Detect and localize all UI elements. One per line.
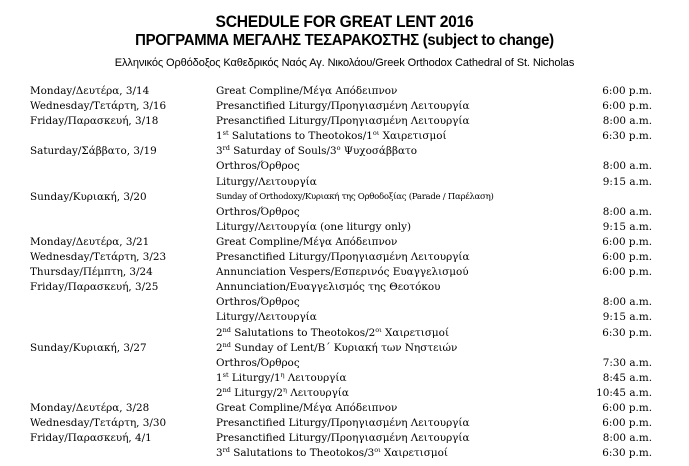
row-event: Liturgy/Λειτουργία xyxy=(216,175,317,188)
event-greek-ordinal-suffix: οι xyxy=(372,129,380,138)
row-event: Presanctified Liturgy/Προηγιασμένη Λειτουργία xyxy=(216,251,470,264)
event-ordinal: 1 xyxy=(216,130,223,143)
row-day: Wednesday/Τετάρτη, 3/30 xyxy=(30,417,167,430)
row-time: 6:30 p.m. xyxy=(602,447,652,460)
schedule-row xyxy=(0,235,689,250)
event-ordinal-suffix: nd xyxy=(222,385,231,394)
row-event xyxy=(216,386,349,401)
event-text: Liturgy/1 xyxy=(228,371,281,384)
schedule-row xyxy=(0,341,689,356)
row-day: Wednesday/Τετάρτη, 3/23 xyxy=(30,251,167,264)
schedule-row xyxy=(0,99,689,114)
schedule-row xyxy=(0,326,689,341)
document-title: SCHEDULE FOR GREAT LENT 2016 xyxy=(215,12,474,31)
event-ordinal-suffix: st xyxy=(222,370,229,379)
event-text: Liturgy/2 xyxy=(230,386,283,399)
schedule-row xyxy=(0,220,689,235)
row-event xyxy=(216,446,448,461)
schedule-row xyxy=(0,205,689,220)
schedule-row xyxy=(0,416,689,431)
event-text-end: Χαιρετισμοί xyxy=(381,326,450,339)
row-event: Annunciation Vespers/Εσπερινός Ευαγγελισμού xyxy=(216,266,469,279)
row-time: 9:15 a.m. xyxy=(602,220,652,233)
row-event: Orthros/Όρθρος xyxy=(216,160,300,173)
event-ordinal-suffix: nd xyxy=(222,340,231,349)
schedule-row xyxy=(0,280,689,295)
event-ordinal: 2 xyxy=(216,341,223,354)
row-event: Great Compline/Μέγα Απόδειπνον xyxy=(216,401,398,414)
row-time: 9:15 a.m. xyxy=(602,175,652,188)
event-greek-ordinal-suffix: οι xyxy=(374,446,381,455)
event-greek-ordinal-suffix: η xyxy=(280,370,285,379)
event-text: Salutations to Theotokos/2 xyxy=(230,326,376,339)
event-text: Saturday of Souls/3 xyxy=(229,145,337,158)
schedule-row xyxy=(0,431,689,446)
schedule-row xyxy=(0,386,689,401)
event-ordinal-suffix: nd xyxy=(222,325,231,334)
row-event: Presanctified Liturgy/Προηγιασμένη Λειτουργία xyxy=(216,432,470,445)
row-time: 9:15 a.m. xyxy=(602,311,652,324)
row-event: Presanctified Liturgy/Προηγιασμένη Λειτουργία xyxy=(216,115,470,128)
row-event: Liturgy/Λειτουργία xyxy=(216,311,317,324)
event-ordinal: 3 xyxy=(216,447,223,460)
row-event xyxy=(216,371,346,386)
schedule-row xyxy=(0,114,689,129)
row-time: 8:00 a.m. xyxy=(602,115,652,128)
row-day: Sunday/Κυριακή, 3/27 xyxy=(30,341,147,354)
row-time: 6:00 p.m. xyxy=(602,401,652,414)
row-time: 6:00 p.m. xyxy=(602,85,652,97)
event-greek-ordinal-suffix: η xyxy=(282,385,287,394)
event-ordinal-suffix: st xyxy=(222,129,229,138)
schedule-table xyxy=(0,84,689,461)
row-day: Monday/Δευτέρα, 3/28 xyxy=(30,401,150,414)
schedule-row xyxy=(0,356,689,371)
row-time: 6:00 p.m. xyxy=(602,251,652,264)
row-event: Orthros/Όρθρος xyxy=(216,205,300,218)
row-day: Saturday/Σάββατο, 3/19 xyxy=(30,145,157,158)
event-ordinal-suffix: rd xyxy=(222,446,230,455)
schedule-row xyxy=(0,84,689,99)
row-day: Monday/Δευτέρα, 3/21 xyxy=(30,235,150,248)
row-event: Annunciation/Ευαγγελισμός της Θεοτόκου xyxy=(216,281,441,294)
event-ordinal: 2 xyxy=(216,326,223,339)
event-ordinal-suffix: rd xyxy=(222,144,230,153)
row-event: Liturgy/Λειτουργία (one liturgy only) xyxy=(216,220,412,233)
event-text-end: Ψυχοσάββατο xyxy=(340,145,417,158)
row-event: Orthros/Όρθρος xyxy=(216,356,300,369)
schedule-row xyxy=(0,446,689,461)
row-time: 8:00 a.m. xyxy=(602,432,652,445)
schedule-row xyxy=(0,265,689,280)
schedule-row xyxy=(0,175,689,190)
schedule-row xyxy=(0,144,689,159)
schedule-row xyxy=(0,250,689,265)
event-greek-ordinal-suffix: οι xyxy=(375,325,382,334)
row-event xyxy=(216,341,457,356)
row-time: 6:00 p.m. xyxy=(602,266,652,279)
row-event xyxy=(216,326,449,341)
event-text-end: Λειτουργία xyxy=(286,386,349,399)
row-time: 6:30 p.m. xyxy=(602,326,652,339)
row-time: 8:00 a.m. xyxy=(602,160,652,173)
row-time: 6:00 p.m. xyxy=(602,417,652,430)
row-event: Presanctified Liturgy/Προηγιασμένη Λειτουργία xyxy=(216,100,470,113)
event-ordinal: 1 xyxy=(216,371,223,384)
row-day: Friday/Παρασκευή, 4/1 xyxy=(30,432,152,445)
row-day: Thursday/Πέμπτη, 3/24 xyxy=(30,266,153,279)
schedule-row xyxy=(0,129,689,144)
schedule-row xyxy=(0,295,689,310)
row-time: 8:45 a.m. xyxy=(602,371,652,384)
row-time: 6:00 p.m. xyxy=(602,235,652,248)
row-time: 7:30 a.m. xyxy=(602,356,652,369)
row-time: 6:00 p.m. xyxy=(602,100,652,113)
schedule-row xyxy=(0,401,689,416)
row-event: Great Compline/Μέγα Απόδειπνον xyxy=(216,85,398,97)
schedule-row xyxy=(0,310,689,325)
event-ordinal: 2 xyxy=(216,386,223,399)
church-name: Ελληνικός Ορθόδοξος Καθεδρικός Ναός Αγ. Νικολάου/Greek Orthodox Cathedral of St. Nicholas xyxy=(114,57,575,69)
event-text: Salutations to Theotokos/1 xyxy=(228,130,373,143)
event-text-end: Λειτουργία xyxy=(284,371,347,384)
row-event xyxy=(216,144,417,159)
row-time: 8:00 a.m. xyxy=(602,296,652,309)
row-day: Friday/Παρασκευή, 3/18 xyxy=(30,115,159,128)
event-greek-ordinal-suffix: ο xyxy=(336,144,341,153)
event-text: Salutations to Theotokos/3 xyxy=(229,447,375,460)
row-time: 8:00 a.m. xyxy=(602,205,652,218)
event-ordinal: 3 xyxy=(216,145,223,158)
row-event: Sunday of Orthodoxy/Κυριακή της Ορθοδοξίας (Parade / Παρέλαση) xyxy=(216,191,494,202)
row-time: 10:45 a.m. xyxy=(596,386,652,399)
row-event: Great Compline/Μέγα Απόδειπνον xyxy=(216,235,398,248)
schedule-row xyxy=(0,371,689,386)
event-text-end: Χαιρετισμοί xyxy=(379,130,447,143)
row-day: Wednesday/Τετάρτη, 3/16 xyxy=(30,100,167,113)
document-subtitle: ΠΡΟΓΡΑΜΜΑ ΜΕΓΑΛΗΣ ΤΕΣΑΡΑΚΟΣΤΗΣ (subject to change) xyxy=(135,32,554,49)
row-event: Orthros/Όρθρος xyxy=(216,296,300,309)
row-event: Presanctified Liturgy/Προηγιασμένη Λειτουργία xyxy=(216,417,470,430)
schedule-row xyxy=(0,190,689,205)
event-text: Sunday of Lent/Β΄ Κυριακή των Νηστειών xyxy=(230,341,458,354)
row-time: 6:30 p.m. xyxy=(602,130,652,143)
row-event xyxy=(216,129,447,144)
row-day: Monday/Δευτέρα, 3/14 xyxy=(30,85,150,97)
event-text-end: Χαιρετισμοί xyxy=(380,447,448,460)
schedule-row xyxy=(0,159,689,174)
row-day: Friday/Παρασκευή, 3/25 xyxy=(30,281,159,294)
row-day: Sunday/Κυριακή, 3/20 xyxy=(30,190,147,203)
